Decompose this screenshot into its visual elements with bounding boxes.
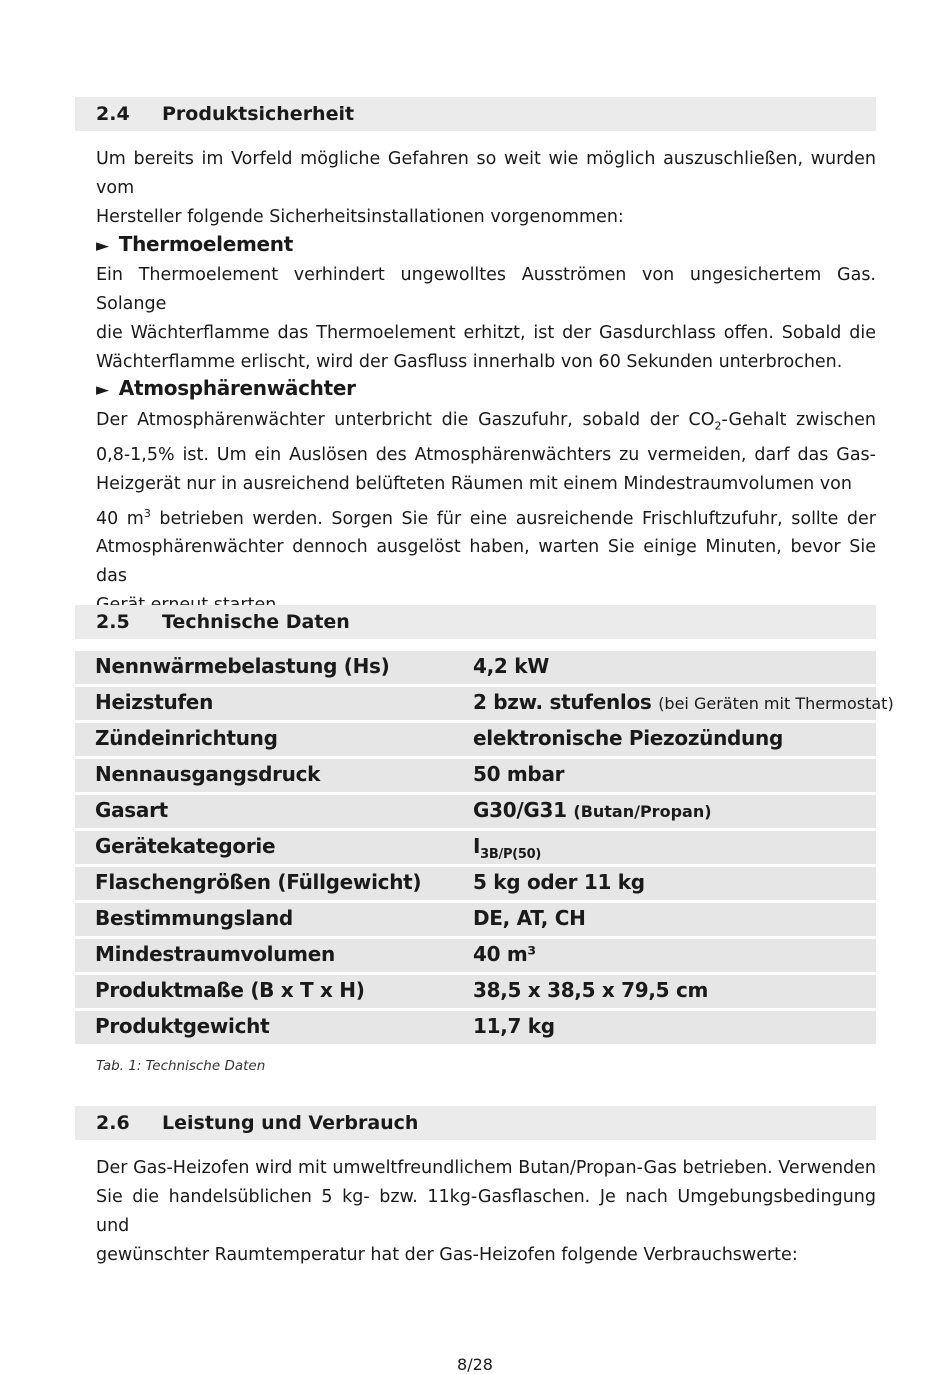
table-caption: Tab. 1: Technische Daten: [96, 1058, 266, 1074]
text-line: Sie die handelsüblichen 5 kg- bzw. 11kg-Gasflaschen. Je nach Umgebungsbedingung und: [96, 1187, 876, 1236]
table-row: [75, 903, 876, 936]
table-row: [75, 939, 876, 972]
value-note: (Butan/Propan): [573, 802, 712, 821]
section-title: Produktsicherheit: [162, 103, 355, 125]
section-header-2-6: [75, 1106, 876, 1140]
table-key: Gerätekategorie: [95, 834, 276, 858]
table-value: 2 bzw. stufenlos (bei Geräten mit Thermostat): [473, 690, 894, 714]
value-note: (bei Geräten mit Thermostat): [658, 694, 894, 713]
text-line: Heizgerät nur in ausreichend belüfteten Räumen mit einem Mindestraumvolumen von: [96, 473, 852, 494]
thermoelement-paragraph: [96, 261, 876, 377]
table-key: Mindestraumvolumen: [95, 942, 335, 966]
text-line: Atmosphärenwächter dennoch ausgelöst haben, warten Sie einige Minuten, bevor Sie das: [96, 537, 876, 587]
table-key: Produktmaße (B x T x H): [95, 978, 365, 1002]
intro-line: Hersteller folgende Sicherheitsinstallationen vorgenommen:: [96, 207, 624, 227]
intro-line: Um bereits im Vorfeld mögliche Gefahren so weit wie möglich auszuschließen, wurden vom: [96, 149, 876, 198]
text-line: die Wächterflamme das Thermoelement erhitzt, ist der Gasdurchlass offen. Sobald die: [96, 323, 876, 343]
table-row: [75, 867, 876, 900]
table-value: 50 mbar: [473, 762, 565, 786]
text-line: gewünschter Raumtemperatur hat der Gas-Heizofen folgende Verbrauchswerte:: [96, 1245, 798, 1265]
table-value: G30/G31 (Butan/Propan): [473, 798, 712, 822]
text-line: 40 $m^3$ betrieben werden. Sorgen Sie für eine ausreichende Frischluftzufuhr, sollte der: [96, 506, 876, 529]
table-value: 38,5 x 38,5 x 79,5 cm: [473, 978, 709, 1002]
section-number: 2.5: [96, 611, 130, 633]
text-line: Ein Thermoelement verhindert ungewolltes Ausströmen von ungesichertem Gas. Solange: [96, 265, 876, 314]
page-number: 8/28: [457, 1355, 493, 1374]
atmosphaerenwaechter-paragraph: [96, 406, 876, 620]
table-value: $I_{3B/P(50)}$: [473, 834, 541, 862]
table-row: [75, 1011, 876, 1044]
text-line: Der Atmosphärenwächter unterbricht die Gaszufuhr, sobald der $CO_2$-Gehalt zwischen: [96, 410, 877, 433]
table-key: Nennwärmebelastung (Hs): [95, 654, 390, 678]
triangle-right-icon: ►: [96, 236, 109, 256]
table-key: Heizstufen: [95, 690, 214, 714]
table-key: Nennausgangsdruck: [95, 762, 321, 786]
text-line: 0,8-1,5% ist. Um ein Auslösen des Atmosphärenwächters zu vermeiden, darf das Gas-: [96, 444, 876, 465]
subheading-text: Thermoelement: [118, 232, 293, 256]
table-row: [75, 795, 876, 828]
table-key: Gasart: [95, 798, 168, 822]
table-value: elektronische Piezozündung: [473, 726, 783, 750]
table-value: DE, AT, CH: [473, 906, 586, 930]
table-row: [75, 975, 876, 1008]
table-key: Flaschengrößen (Füllgewicht): [95, 870, 422, 894]
table-value: 5 kg oder 11 kg: [473, 870, 645, 894]
section-header-2-5: [75, 605, 876, 639]
table-row: [75, 687, 894, 720]
table-row: [75, 723, 876, 756]
table-key: Zündeinrichtung: [95, 726, 278, 750]
table-value: 4,2 kW: [473, 654, 549, 678]
text-line: Wächterflamme erlischt, wird der Gasfluss innerhalb von 60 Sekunden unterbrochen.: [96, 352, 843, 372]
performance-paragraph: [96, 1154, 876, 1270]
thermoelement-heading: [96, 232, 293, 256]
atmosphaerenwaechter-heading: [96, 376, 356, 400]
section-number: 2.6: [96, 1112, 130, 1134]
triangle-right-icon: ►: [96, 380, 109, 400]
table-value: 11,7 kg: [473, 1014, 555, 1038]
section-number: 2.4: [96, 103, 130, 125]
table-row: [75, 831, 876, 864]
intro-paragraph: [96, 145, 876, 232]
section-title: Technische Daten: [162, 611, 350, 633]
subheading-text: Atmosphärenwächter: [118, 376, 356, 400]
text-line: Der Gas-Heizofen wird mit umweltfreundlichem Butan/Propan-Gas betrieben. Verwenden: [96, 1158, 876, 1178]
table-key: Produktgewicht: [95, 1014, 270, 1038]
table-row: [75, 759, 876, 792]
table-value: 40 m³: [473, 942, 536, 966]
section-title: Leistung und Verbrauch: [162, 1112, 419, 1134]
table-key: Bestimmungsland: [95, 906, 293, 930]
table-row: [75, 651, 876, 684]
value-subscript: 3B/P(50): [480, 847, 541, 862]
section-header-2-4: [75, 97, 876, 131]
